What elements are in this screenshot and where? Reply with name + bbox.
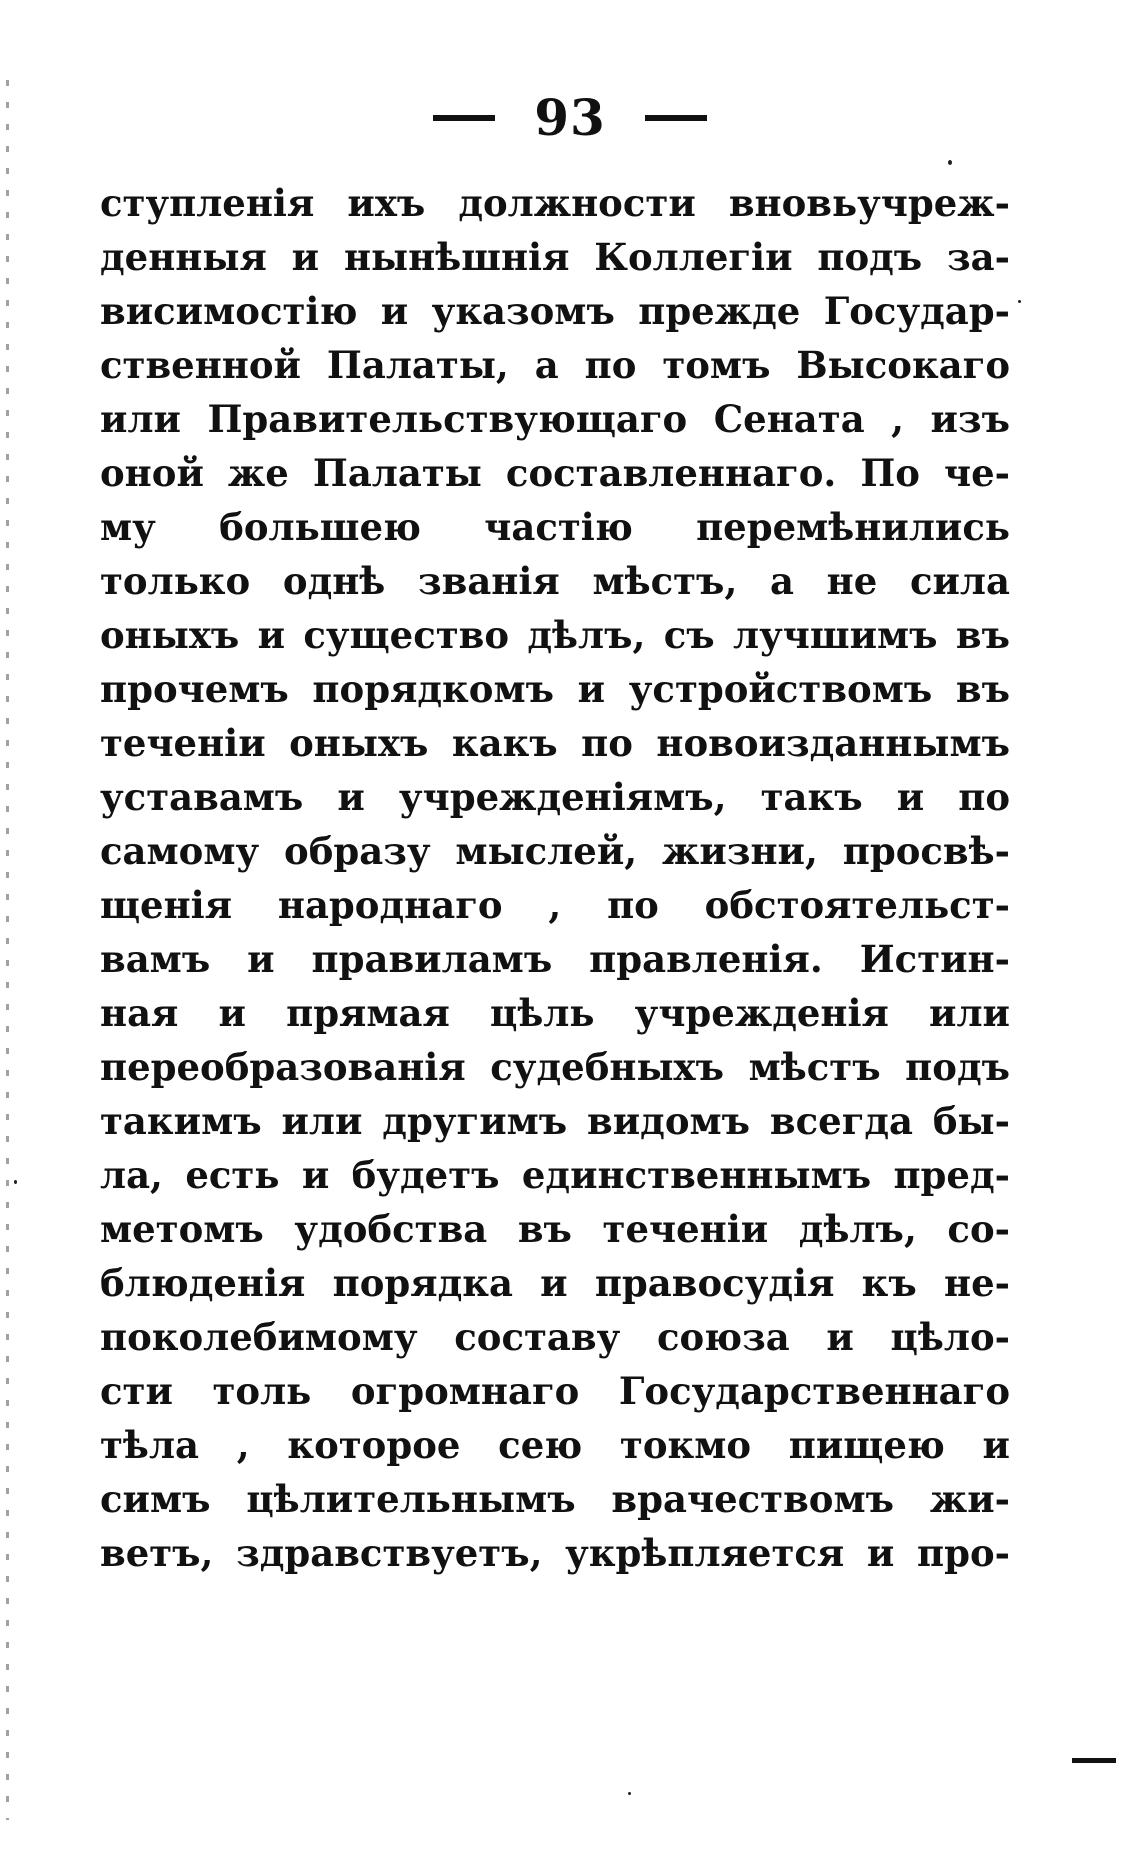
- header-dash-left: [433, 115, 495, 121]
- text-line: денныя и нынѣшнія Коллегіи подъ за-: [100, 235, 1010, 279]
- text-line: или Правительствующаго Сената , изъ: [100, 397, 1010, 441]
- text-line: самому образу мыслей, жизни, просвѣ-: [100, 829, 1010, 873]
- text-line: только однѣ званія мѣстъ, а не сила: [100, 559, 1010, 603]
- body-text: [100, 176, 1010, 1580]
- text-line: ла, есть и будетъ единственнымъ пред-: [100, 1153, 1010, 1197]
- text-line: щенія народнаго , по обстоятельст-: [100, 883, 1010, 927]
- ink-speck: [628, 1792, 631, 1795]
- text-line: тѣла , которое сею токмо пищею и: [100, 1423, 1010, 1467]
- text-line: прочемъ порядкомъ и устройствомъ въ: [100, 667, 1010, 711]
- text-line: сти толь огромнаго Государственнаго: [100, 1369, 1010, 1413]
- page-header: [0, 88, 1140, 147]
- text-line: вамъ и правиламъ правленія. Истин-: [100, 937, 1010, 981]
- ink-speck: [948, 160, 952, 165]
- text-line: уставамъ и учрежденіямъ, такъ и по: [100, 775, 1010, 819]
- text-line: теченіи оныхъ какъ по новоизданнымъ: [100, 721, 1010, 765]
- text-line: симъ цѣлительнымъ врачествомъ жи-: [100, 1477, 1010, 1521]
- text-line: оныхъ и существо дѣлъ, съ лучшимъ въ: [100, 613, 1010, 657]
- text-line: му большею частію перемѣнились: [100, 505, 1010, 549]
- text-line: ственной Палаты, а по томъ Высокаго: [100, 343, 1010, 387]
- text-line: поколебимому составу союза и цѣло-: [100, 1315, 1010, 1359]
- text-line: переобразованія судебныхъ мѣстъ подъ: [100, 1045, 1010, 1089]
- page-number: 93: [534, 88, 606, 147]
- text-line: такимъ или другимъ видомъ всегда бы-: [100, 1099, 1010, 1143]
- header-dash-right: [645, 115, 707, 121]
- margin-mark: [1072, 1758, 1116, 1763]
- text-line: ступленія ихъ должности вновьучреж-: [100, 181, 1010, 225]
- text-line: метомъ удобства въ теченіи дѣлъ, со-: [100, 1207, 1010, 1251]
- text-line: оной же Палаты составленнаго. По че-: [100, 451, 1010, 495]
- page-edge-shadow: [6, 80, 9, 1820]
- ink-speck: [14, 1180, 17, 1184]
- text-line: ветъ, здравствуетъ, укрѣпляется и про-: [100, 1531, 1010, 1575]
- text-line: блюденія порядка и правосудія къ не-: [100, 1261, 1010, 1305]
- text-line: висимостію и указомъ прежде Государ-: [100, 289, 1010, 333]
- ink-speck: [1018, 300, 1021, 303]
- text-line: ная и прямая цѣль учрежденія или: [100, 991, 1010, 1035]
